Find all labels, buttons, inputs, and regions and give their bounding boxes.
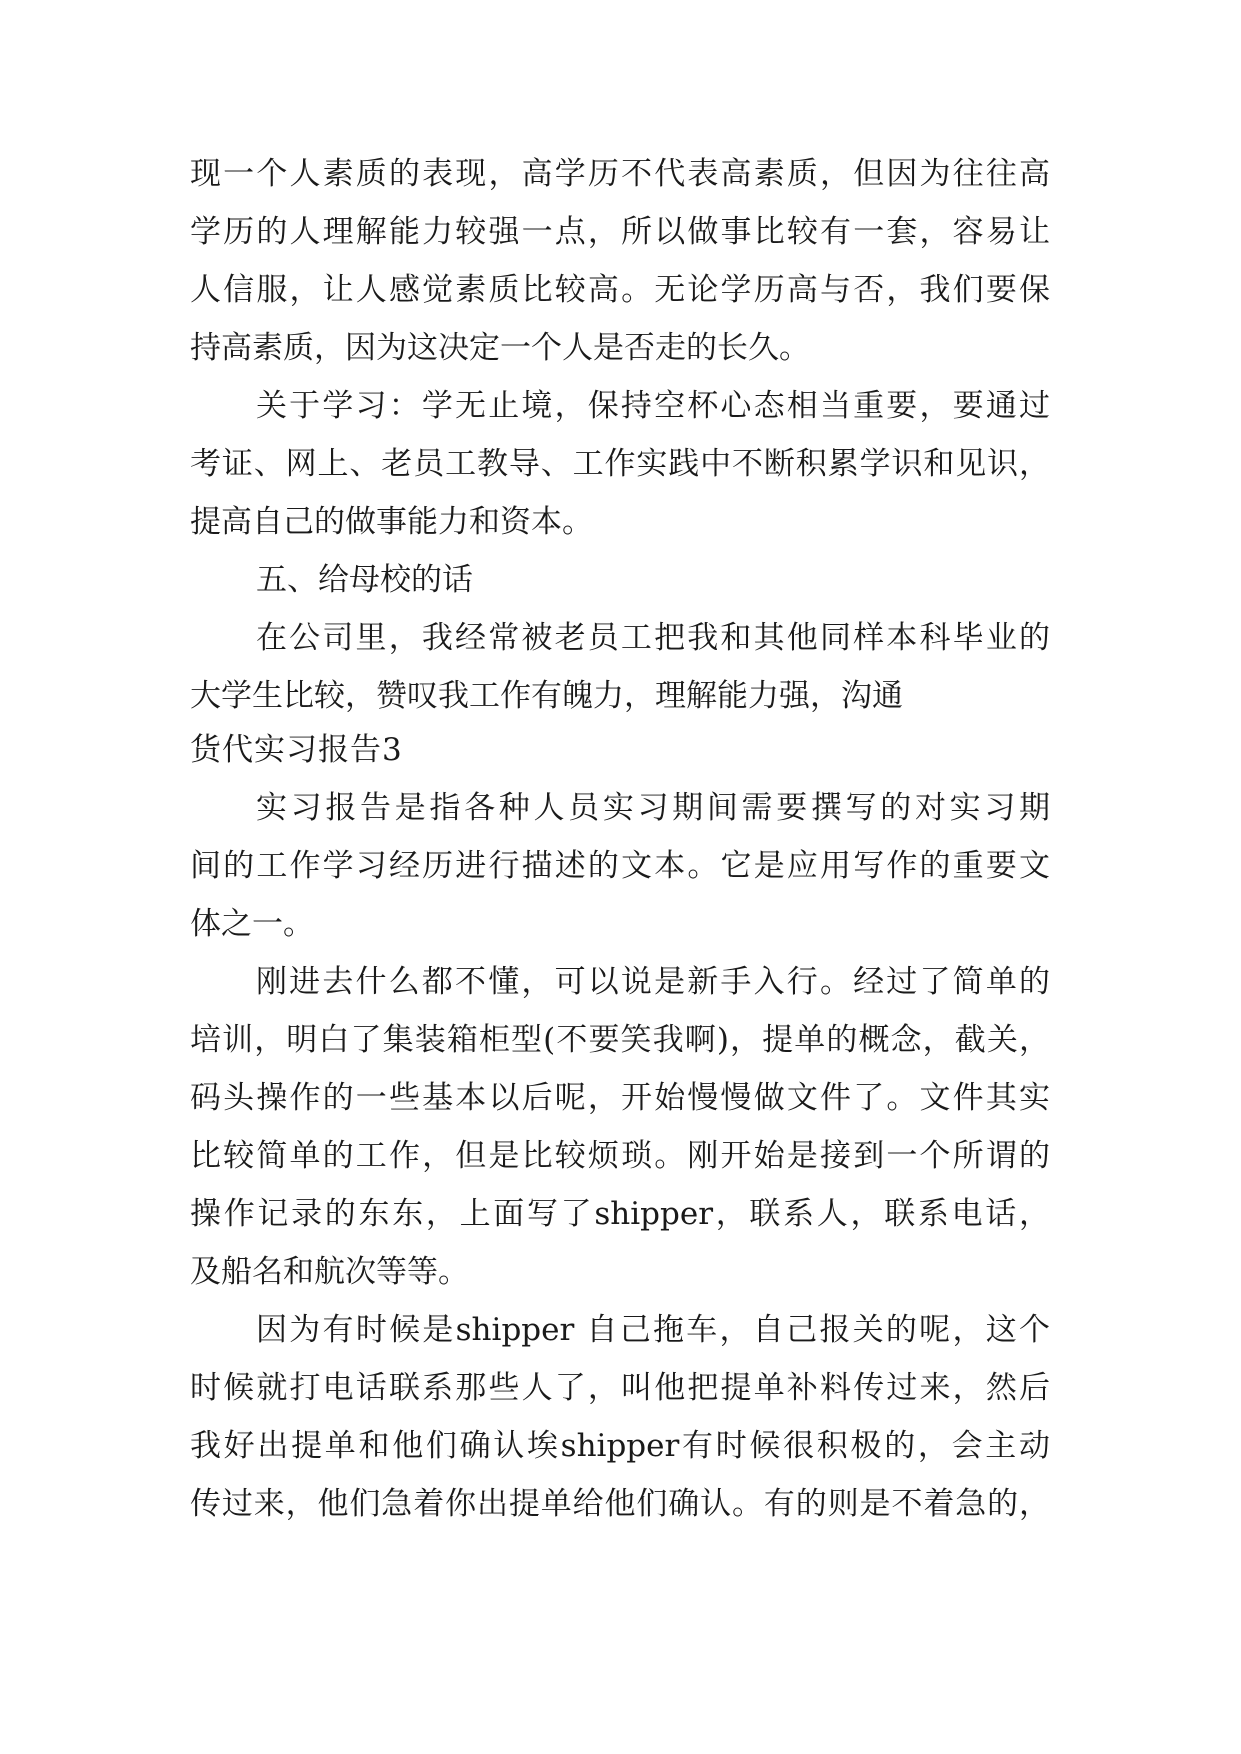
report-title: 货代实习报告3	[190, 732, 403, 768]
paragraph-first-line: 在公司里，我经常被老员工把我和其他同样本科毕业的	[256, 620, 1050, 656]
text-line: 提高自己的做事能力和资本。	[190, 504, 593, 540]
text-line: 传过来，他们急着你出提单给他们确认。有的则是不着急的，	[190, 1486, 1050, 1522]
text-line: 现一个人素质的表现，高学历不代表高素质，但因为往往高	[190, 156, 1050, 192]
text-line: 比较简单的工作，但是比较烦琐。刚开始是接到一个所谓的	[190, 1138, 1050, 1174]
text-line: 考证、网上、老员工教导、工作实践中不断积累学识和见识，	[190, 446, 1050, 482]
paragraph-first-line: 刚进去什么都不懂，可以说是新手入行。经过了简单的	[256, 964, 1050, 1000]
paragraph-first-line: 实习报告是指各种人员实习期间需要撰写的对实习期	[256, 790, 1050, 826]
text-line: 培训，明白了集装箱柜型(不要笑我啊)，提单的概念，截关，	[190, 1022, 1050, 1058]
paragraph-first-line: 关于学习：学无止境，保持空杯心态相当重要，要通过	[256, 388, 1050, 424]
text-line: 学历的人理解能力较强一点，所以做事比较有一套，容易让	[190, 214, 1050, 250]
text-line: 大学生比较，赞叹我工作有魄力，理解能力强，沟通	[190, 678, 903, 714]
paragraph-first-line: 因为有时候是shipper 自己拖车，自己报关的呢，这个	[256, 1312, 1050, 1348]
text-line: 操作记录的东东，上面写了shipper，联系人，联系电话，	[190, 1196, 1050, 1232]
text-line: 体之一。	[190, 906, 314, 942]
text-line: 人信服，让人感觉素质比较高。无论学历高与否，我们要保	[190, 272, 1050, 308]
text-line: 持高素质，因为这决定一个人是否走的长久。	[190, 330, 810, 366]
section-heading: 五、给母校的话	[256, 562, 473, 598]
text-line: 及船名和航次等等。	[190, 1254, 469, 1290]
text-line: 码头操作的一些基本以后呢，开始慢慢做文件了。文件其实	[190, 1080, 1050, 1116]
text-line: 间的工作学习经历进行描述的文本。它是应用写作的重要文	[190, 848, 1050, 884]
text-line: 我好出提单和他们确认埃shipper有时候很积极的，会主动	[190, 1428, 1050, 1464]
text-line: 时候就打电话联系那些人了，叫他把提单补料传过来，然后	[190, 1370, 1050, 1406]
